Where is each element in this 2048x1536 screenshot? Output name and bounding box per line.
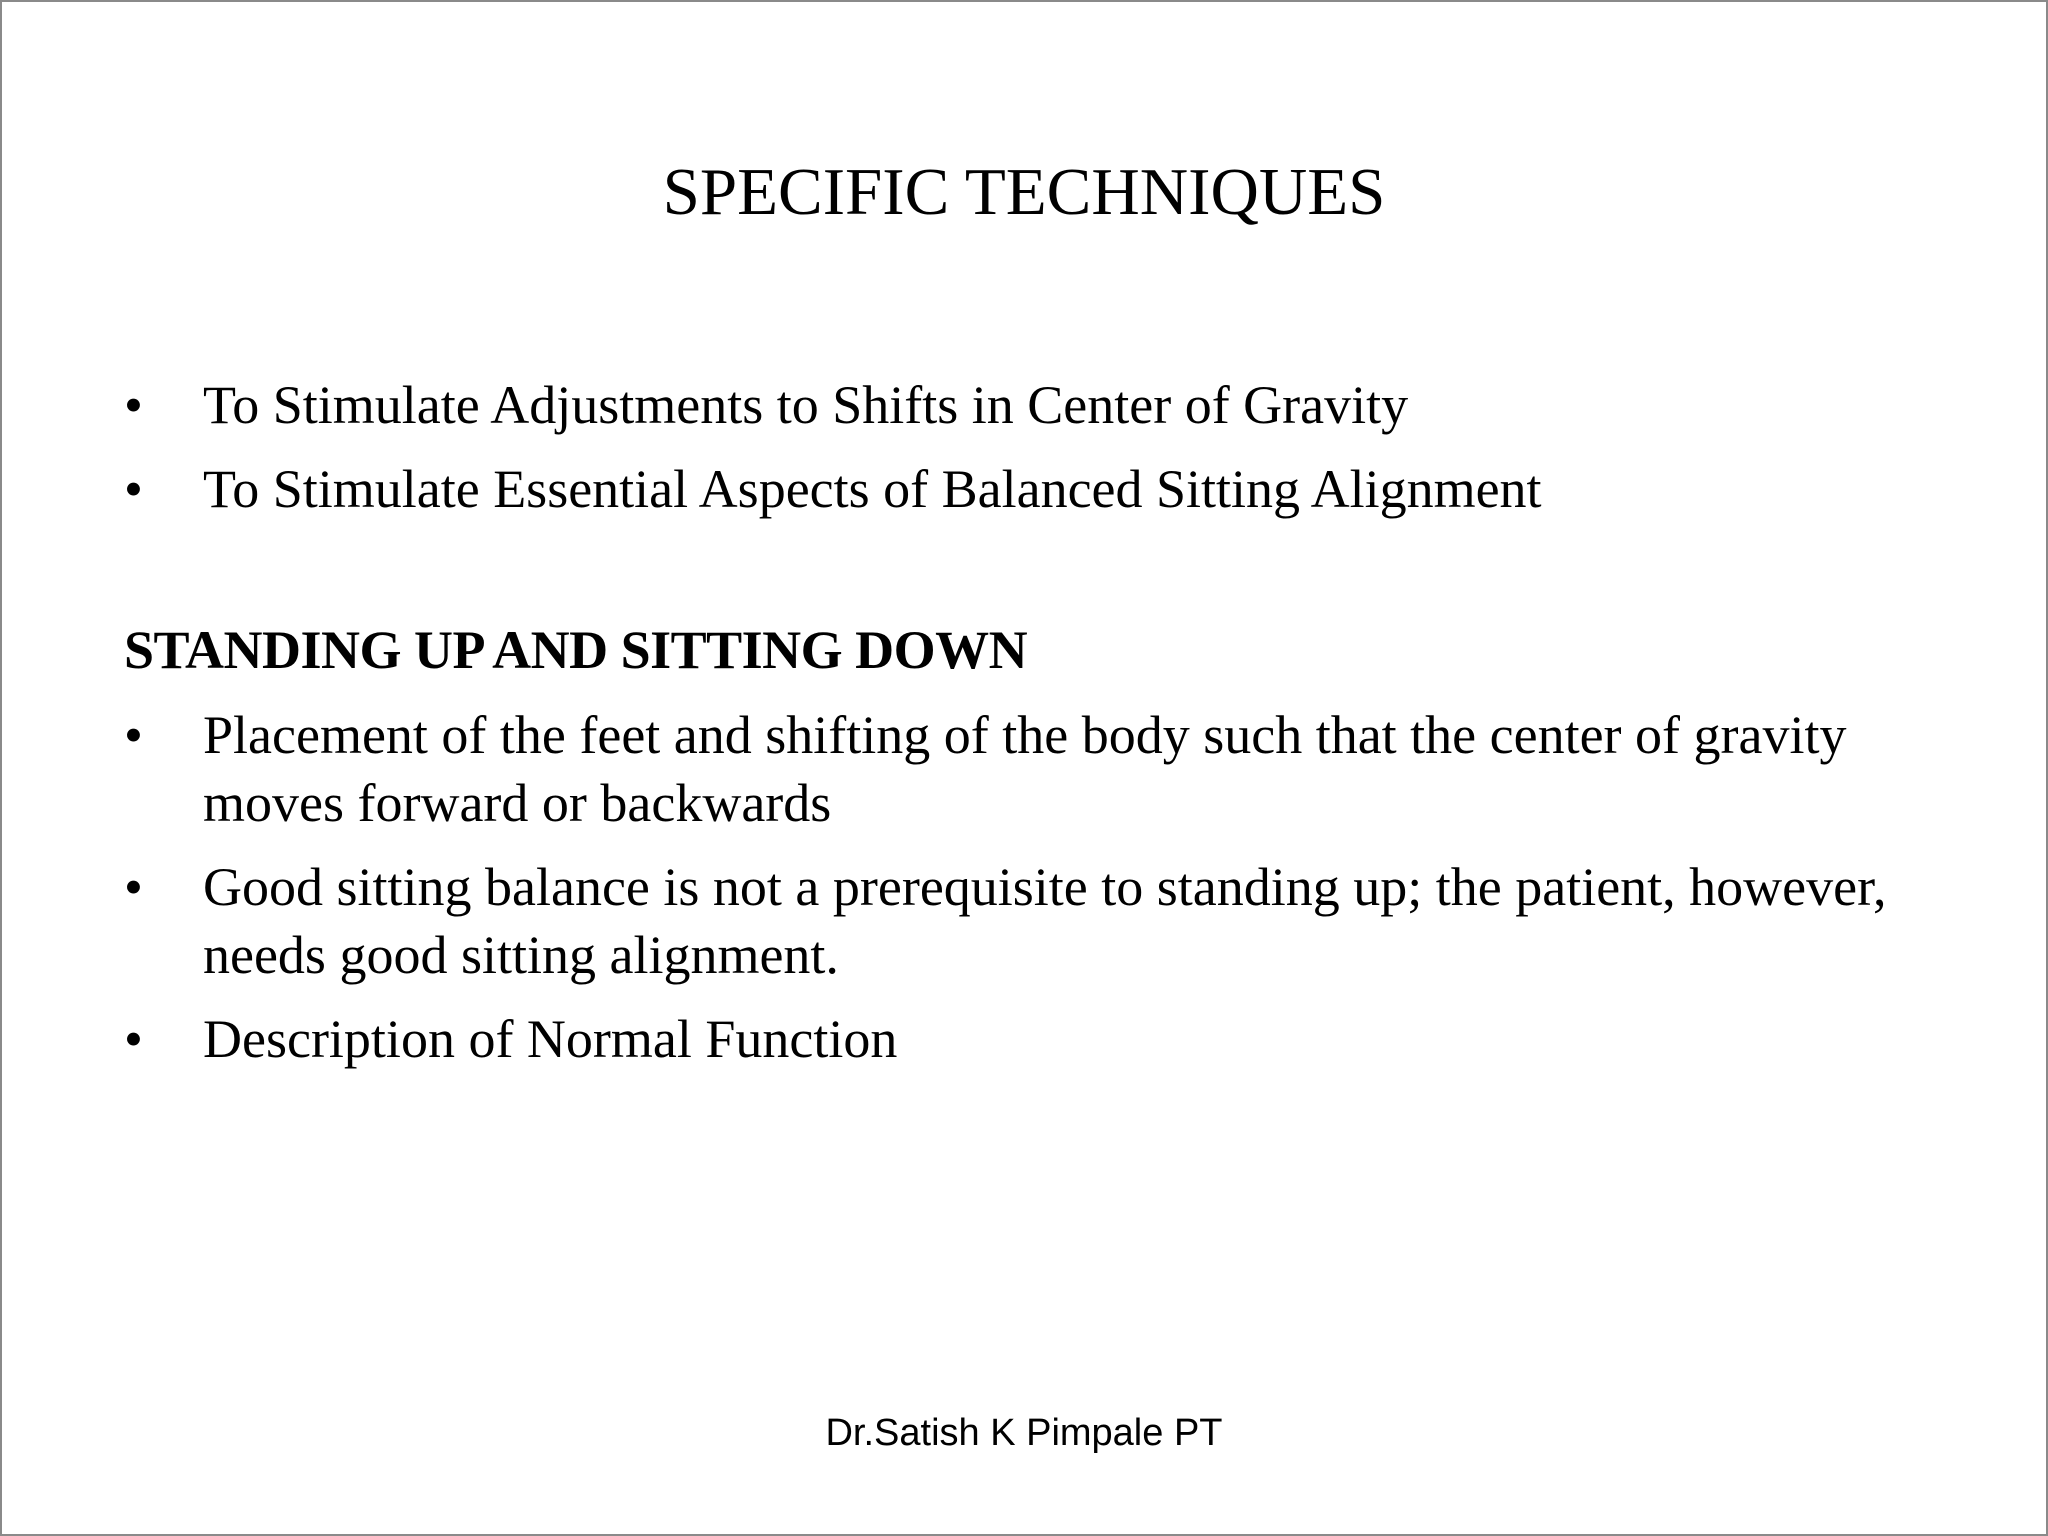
list-item: [124, 853, 1904, 989]
list-item: [124, 455, 1904, 523]
author-footer: Dr.Satish K Pimpale PT: [825, 1412, 1223, 1454]
bullet-text: Placement of the feet and shifting of the body such that the center of gravity moves forward or backwards: [203, 705, 1847, 833]
section-heading: STANDING UP AND SITTING DOWN: [124, 620, 1028, 680]
bullet-glyph: •: [124, 1009, 143, 1069]
bullet-text: Good sitting balance is not a prerequisite to standing up; the patient, however, needs good sitting alignment.: [203, 857, 1887, 985]
list-item: [124, 701, 1904, 837]
bullet-glyph: •: [124, 375, 143, 435]
top-bullet-list: [124, 371, 1904, 539]
section-bullet-list: [124, 701, 1904, 1089]
list-item: [124, 371, 1904, 439]
bullet-text: Description of Normal Function: [203, 1009, 898, 1069]
slide-title: SPECIFIC TECHNIQUES: [662, 155, 1386, 229]
bullet-text: To Stimulate Essential Aspects of Balanced Sitting Alignment: [203, 459, 1542, 519]
bullet-glyph: •: [124, 705, 143, 765]
bullet-glyph: •: [124, 459, 143, 519]
list-item: [124, 1005, 1904, 1073]
bullet-text: To Stimulate Adjustments to Shifts in Center of Gravity: [203, 375, 1409, 435]
bullet-glyph: •: [124, 857, 143, 917]
